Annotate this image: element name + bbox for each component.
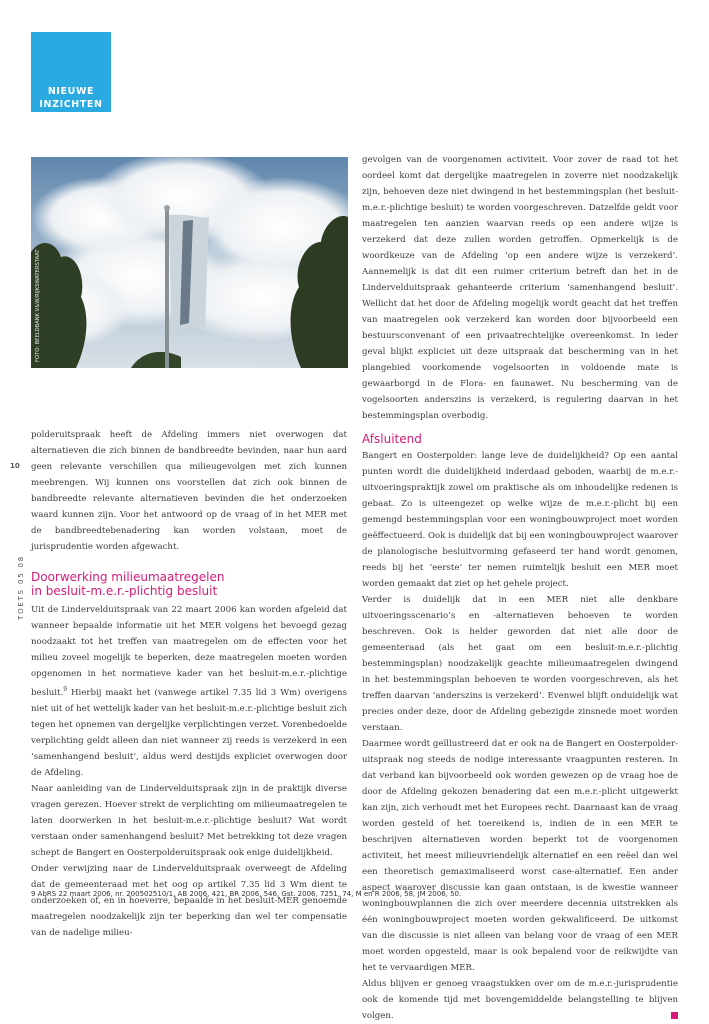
- section-heading-line1: Doorwerking milieumaatregelen: [31, 570, 225, 584]
- paragraph: Naar aanleiding van de Lindervelduitspraak zijn in de praktijk diverse vragen gerezen. Hoever strekt de verplichting om milieumaatregelen te laten doorwerken in het besluit-m.e.r.-plichtige besluit? Wat wordt verstaan onder samenhangend besluit? Met betrekking tot deze vragen schept de Bangert en Oosterpolderuitspraak ook enige duidelijkheid.: [31, 783, 347, 858]
- end-of-article-mark: [671, 1012, 678, 1019]
- journal-side-label: TOETS 05 08: [17, 555, 25, 620]
- paragraph: Bangert en Oosterpolder: lange leve de duidelijkheid? Op een aantal punten wordt die duidelijkheid inderdaad geboden, waarbij de m.e.r.-uitvoeringspraktijk zowel om praktische als om inhoudelijke redenen is gebaat. Zo is uiteengezet op welke wijze de m.e.r.-plicht bij een gemengd bestemmingsplan voor een woningbouwproject moet worden geëffectueerd. Ook is duidelijk dat bij een woningbouwproject waarover de planologische besluitvorming gefaseerd ter hand wordt genomen, reeds bij het ‘eerste’ ter nemen ruimtelijk besluit een MER moet worden gemaakt dat ziet op het gehele project.: [362, 451, 678, 589]
- section-heading: Afsluitend: [362, 432, 422, 446]
- footnote-reference: 9: [63, 686, 68, 693]
- paragraph: [31, 602, 347, 781]
- section-tag-line2: INZICHTEN: [39, 99, 103, 110]
- paragraph: Daarmee wordt geïllustreerd dat er ook na de Bangert en Oosterpolderuitspraak nog steeds de nodige interessante vraagpunten resteren. In dat verband kan bijvoorbeeld ook worden gewezen op de vraag hoe de door de Afdeling gekozen benadering dat een m.e.r.-plicht uitgewerkt kan zijn, zich verhoudt met het Europees recht. Daarnaast kan de vraag worden gesteld of het toereikend is, indien de in een MER te beschrijven alternatieven worden beperkt tot de voorgenomen activiteit, het meest milieuvriendelijk alternatief en een reëel dan wel een theoretisch gemaximaliseerd worst case-alternatief. Een ander aspect waarover discussie kan gaan ontstaan, is de kwestie wanneer woningbouwplannen die zich over meerdere decennia uitstrekken als één woningbouwproject moeten worden gekwalificeerd. De uitkomst van die discussie is niet alleen van belang voor de vraag of een MER moet worden opgesteld, maar is ook bepalend voor de reikwijdte van het te vervaardigen MER.: [362, 739, 678, 973]
- section-heading: [31, 570, 347, 598]
- page-number: 10: [10, 462, 20, 470]
- section-tag: [31, 32, 111, 112]
- paragraph: gevolgen van de voorgenomen activiteit. Voor zover de raad tot het oordeel komt dat dergelijke maatregelen in zoverre niet noodzakelijk zijn, behoeven deze niet dwingend in het bestemmingsplan (het besluit-m.e.r.-plichtige besluit) te worden voorgeschreven. Datzelfde geldt voor maatregelen ten aanzien waarvan reeds op een andere wijze is verzekerd dat deze zullen worden getroffen. Opmerkelijk is de woordkeuze van de Afdeling ‘op een andere wijze is verzekerd’. Aannemelijk is dat dit een ruimer criterium betreft dan het in de Lindervelduitspraak gehanteerde criterium ‘samenhangend besluit’. Wellicht dat het door de Afdeling mogelijk wordt geacht dat het treffen van maatregelen ook verzekerd kan worden door bijvoorbeeld een bestuursconvenant of een privaatrechtelijke overeenkomst. In ieder geval blijkt expliciet uit deze uitspraak dat bescherming van in het plangebied voorkomende vogelsoorten in voldoende mate is gewaarborgd in de Flora- en faunawet. Nu bescherming van de vogelsoorten anderszins is verzekerd, is regulering daarvan in het bestemmingsplan overbodig.: [362, 155, 678, 421]
- paragraph-part: Uit de Lindervelduitspraak van 22 maart 2006 kan worden afgeleid dat wanneer bepaalde informatie uit het MER volgens het bevoegd gezag noodzaakt tot het treffen van maatregelen om de effecten voor het milieu zoveel mogelijk te beperken, deze maatregelen moeten worden opgenomen in het normatieve kader van het besluit-m.e.r.-plichtige besluit.: [31, 605, 347, 698]
- article-photo: [31, 157, 348, 368]
- photo-credit: FOTO: BEELDBANK V&W/RIJKSWATERSTAAT: [35, 249, 41, 362]
- paragraph: Verder is duidelijk dat in een MER niet alle denkbare uitvoeringsscenario’s en -alternatieven behoeven te worden beschreven. Ook is helder geworden dat niet alle door de gemeenteraad (als het gaat om een besluit-m.e.r.-plichtig bestemmingsplan) noodzakelijk geachte milieumaatregelen dwingend in het bestemmingsplan behoeven te worden voorgeschreven, als het treffen daarvan ‘anderszins is verzekerd’. Evenwel blijft onduidelijk wat precies onder deze, door de Afdeling gebezigde zinsnede moet worden verstaan.: [362, 595, 678, 733]
- flag-photo-illustration: [31, 157, 348, 368]
- paragraph: polderuitspraak heeft de Afdeling immers niet overwogen dat alternatieven die zich binnen de bandbreedte bevinden, naar hun aard geen relevante verschillen qua milieugevolgen met zich kunnen meebrengen. Wij kunnen ons voorstellen dat zich ook binnen de bandbreedte relevante alternatieven bevinden die het onderzoeken waard kunnen zijn. Voor het antwoord op de vraag of in het MER met de bandbreedtebenadering kan worden volstaan, moet de jurisprudentie worden afgewacht.: [31, 430, 347, 552]
- section-heading-line2: in besluit-m.e.r.-plichtig besluit: [31, 584, 218, 598]
- section-tag-line1: NIEUWE: [47, 86, 95, 97]
- paragraph-part: Hierbij maakt het (vanwege artikel 7.35 lid 3 Wm) overigens niet uit of het wettelijk kader van het besluit-m.e.r.-plichtige besluit zich tegen het opnemen van dergelijke verplichtingen verzet. Vorenbedoelde verplichting geldt alleen dan niet wanneer zij reeds is verzekerd in een ‘samenhangend besluit’, aldus werd destijds expliciet overwogen door de Afdeling.: [31, 687, 347, 778]
- paragraph-text: Aldus blijven er genoeg vraagstukken over om de m.e.r.-jurisprudentie ook de komende tijd met bovengemiddelde belangstelling te blijven volgen.: [362, 979, 678, 1021]
- left-column: [31, 427, 347, 941]
- paragraph: Onder verwijzing naar de Lindervelduitspraak overweegt de Afdeling dat de gemeenteraad met het oog op artikel 7.35 lid 3 Wm dient te onderzoeken of, en in hoeverre, bepaalde in het besluit-MER genoemde maatregelen noodzakelijk zijn ter beperking dan wel ter compensatie van de nadelige milieu-: [31, 863, 347, 938]
- paragraph: [362, 976, 678, 1024]
- footnote: 9 AbRS 22 maart 2006, nr. 200502510/1, AB 2006, 421, BR 2006, 546, Gst. 2006, 7251, 74, M en R 2006, 58, JM 2006, 50.: [31, 890, 462, 898]
